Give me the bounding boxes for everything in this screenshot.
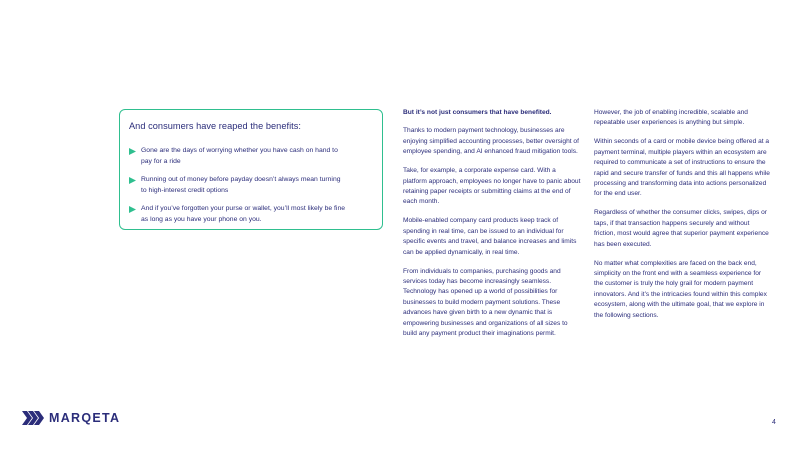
paragraph: No matter what complexities are faced on the back end, simplicity on the front end with a seamless experience for the customer is truly the holy grail for modern payment innovators. And it’s the intricacies found within this complex ecosystem, along with the ultimate goal, that we explore in the following sections. [594, 259, 767, 319]
arrow-bullet-icon [129, 177, 141, 184]
paragraph: Thanks to modern payment technology, businesses are enjoying simplified accounting processes, better oversight of employee spending, and AI enhanced fraud mitigation tools. [403, 127, 579, 156]
paragraph: Within seconds of a card or mobile device being offered at a payment terminal, multiple players within an ecosystem are required to communicate a set of instructions to ensure the rapid and secure transfer of funds and this all happens while processing and transforming data into actions personalized for the end user. [594, 138, 770, 198]
callout-title: And consumers have reaped the benefits: [129, 121, 302, 131]
chevrons-logo-icon [22, 411, 44, 425]
column-heading: But it’s not just consumers that have benefited. [403, 109, 552, 116]
callout-bullet-text: Gone are the days of worrying whether you have cash on hand to pay for a ride [141, 147, 338, 165]
arrow-bullet-icon [129, 206, 141, 213]
paragraph: Regardless of whether the consumer clicks, swipes, dips or taps, if that transaction happens securely and without friction, most would agree that superior payment experience has been executed. [594, 209, 769, 248]
callout-bullet-text: Running out of money before payday doesn’t always mean turning to high-interest credit options [141, 176, 341, 194]
callout-bullet-text: And if you’ve forgotten your purse or wallet, you’ll most likely be fine as long as you have your phone on you. [141, 205, 346, 223]
paragraph: Take, for example, a corporate expense card. With a platform approach, employees no longer have to panic about retaining paper receipts or submitting claims at the end of each month. [403, 167, 581, 206]
callout-bullet [129, 146, 373, 167]
paragraph: Mobile-enabled company card products keep track of spending in real time, can be issued to an individual for specific events and travel, and balance increases and limits can be applied dynamically, in real time. [403, 217, 577, 256]
page-number: 4 [772, 419, 776, 426]
callout-bullet [129, 175, 373, 196]
paragraph: From individuals to companies, purchasing goods and services today has become increasingly seamless. Technology has opened up a world of possibilities for businesses to build modern payment solutions. These advances have given birth to a new dynamic that is empowering businesses and organizations of all sizes to build any payment product their imaginations permit. [403, 267, 568, 338]
right-text-column [594, 108, 772, 330]
brand-name: MARQETA [49, 411, 121, 425]
callout-bullet [129, 204, 373, 225]
benefits-callout-box [119, 109, 383, 230]
paragraph: However, the job of enabling incredible, scalable and repeatable user experiences is anything but simple. [594, 109, 748, 127]
arrow-bullet-icon [129, 148, 141, 155]
middle-text-column [403, 108, 581, 348]
marqeta-logo [22, 411, 120, 425]
